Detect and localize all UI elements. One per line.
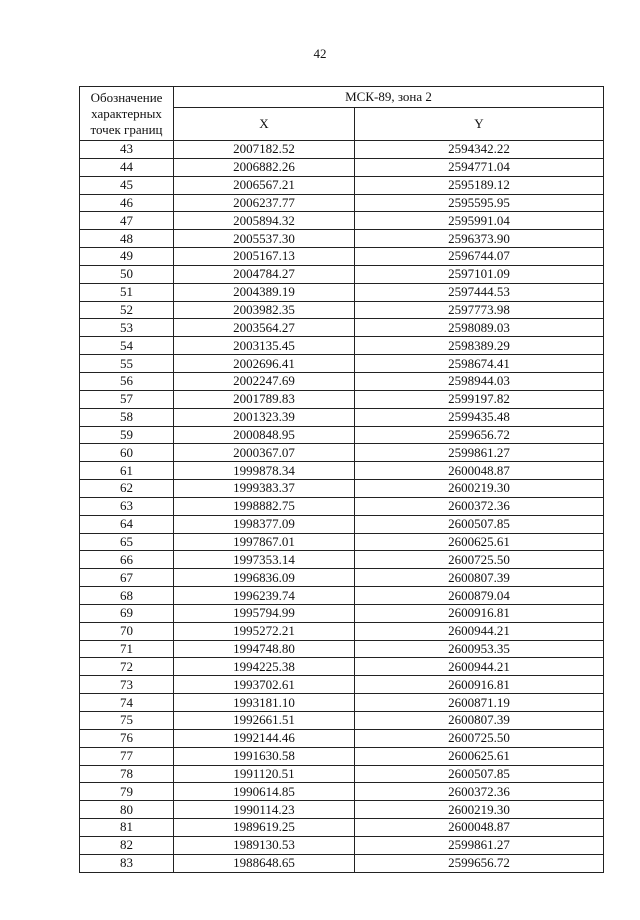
y-coordinate-cell: 2596744.07	[355, 248, 604, 266]
point-number-cell: 45	[80, 176, 174, 194]
header-row-top	[80, 87, 604, 108]
point-number-cell: 55	[80, 355, 174, 373]
point-number-cell: 74	[80, 694, 174, 712]
table-row	[80, 248, 604, 266]
table-row	[80, 587, 604, 605]
table-row	[80, 444, 604, 462]
x-coordinate-cell: 1994225.38	[174, 658, 355, 676]
table-row	[80, 622, 604, 640]
table-row	[80, 640, 604, 658]
y-coordinate-cell: 2600879.04	[355, 587, 604, 605]
x-coordinate-cell: 2005537.30	[174, 230, 355, 248]
header-coordinate-system: МСК-89, зона 2	[174, 87, 604, 108]
table-row	[80, 765, 604, 783]
table-row	[80, 604, 604, 622]
table-row	[80, 819, 604, 837]
x-coordinate-cell: 1989130.53	[174, 836, 355, 854]
y-coordinate-cell: 2600807.39	[355, 569, 604, 587]
point-number-cell: 43	[80, 141, 174, 159]
table-row	[80, 194, 604, 212]
y-coordinate-cell: 2600916.81	[355, 676, 604, 694]
x-coordinate-cell: 2006567.21	[174, 176, 355, 194]
y-coordinate-cell: 2598389.29	[355, 337, 604, 355]
table-row	[80, 854, 604, 872]
table-row	[80, 141, 604, 159]
x-coordinate-cell: 1992661.51	[174, 712, 355, 730]
y-coordinate-cell: 2595991.04	[355, 212, 604, 230]
point-number-cell: 69	[80, 604, 174, 622]
table-row	[80, 426, 604, 444]
page-number: 42	[313, 46, 327, 61]
y-coordinate-cell: 2599656.72	[355, 426, 604, 444]
x-coordinate-cell: 1989619.25	[174, 819, 355, 837]
point-number-cell: 61	[80, 462, 174, 480]
table-row	[80, 355, 604, 373]
table-row	[80, 283, 604, 301]
point-number-cell: 53	[80, 319, 174, 337]
x-coordinate-cell: 1992144.46	[174, 729, 355, 747]
x-coordinate-cell: 1996239.74	[174, 587, 355, 605]
point-number-cell: 72	[80, 658, 174, 676]
x-coordinate-cell: 2001789.83	[174, 390, 355, 408]
table-row	[80, 176, 604, 194]
y-coordinate-cell: 2599435.48	[355, 408, 604, 426]
point-number-cell: 52	[80, 301, 174, 319]
x-coordinate-cell: 2007182.52	[174, 141, 355, 159]
header-desc-line-2: характерных	[91, 105, 162, 121]
y-coordinate-cell: 2600625.61	[355, 747, 604, 765]
table-row	[80, 390, 604, 408]
point-number-cell: 80	[80, 801, 174, 819]
table-row	[80, 158, 604, 176]
x-coordinate-cell: 1998377.09	[174, 515, 355, 533]
point-number-cell: 46	[80, 194, 174, 212]
x-coordinate-cell: 2000848.95	[174, 426, 355, 444]
table-row	[80, 230, 604, 248]
y-coordinate-cell: 2597773.98	[355, 301, 604, 319]
x-coordinate-cell: 2003982.35	[174, 301, 355, 319]
table-row	[80, 836, 604, 854]
y-coordinate-cell: 2600048.87	[355, 462, 604, 480]
point-number-cell: 65	[80, 533, 174, 551]
table-row	[80, 265, 604, 283]
y-coordinate-cell: 2600953.35	[355, 640, 604, 658]
y-coordinate-cell: 2596373.90	[355, 230, 604, 248]
point-number-cell: 67	[80, 569, 174, 587]
x-coordinate-cell: 1999878.34	[174, 462, 355, 480]
point-number-cell: 62	[80, 480, 174, 498]
point-number-cell: 44	[80, 158, 174, 176]
header-y: Y	[355, 108, 604, 141]
x-coordinate-cell: 1994748.80	[174, 640, 355, 658]
header-desc-line-1: Обозначение	[90, 89, 163, 105]
x-coordinate-cell: 1997353.14	[174, 551, 355, 569]
point-number-cell: 77	[80, 747, 174, 765]
table-row	[80, 783, 604, 801]
y-coordinate-cell: 2600807.39	[355, 712, 604, 730]
table-row	[80, 694, 604, 712]
y-coordinate-cell: 2594771.04	[355, 158, 604, 176]
x-coordinate-cell: 1991630.58	[174, 747, 355, 765]
table-row	[80, 712, 604, 730]
x-coordinate-cell: 1998882.75	[174, 497, 355, 515]
x-coordinate-cell: 2005167.13	[174, 248, 355, 266]
x-coordinate-cell: 1995794.99	[174, 604, 355, 622]
point-number-cell: 78	[80, 765, 174, 783]
point-number-cell: 81	[80, 819, 174, 837]
x-coordinate-cell: 1995272.21	[174, 622, 355, 640]
point-number-cell: 49	[80, 248, 174, 266]
table-body	[80, 141, 604, 873]
y-coordinate-cell: 2600372.36	[355, 783, 604, 801]
table-row	[80, 408, 604, 426]
x-coordinate-cell: 1993702.61	[174, 676, 355, 694]
y-coordinate-cell: 2595189.12	[355, 176, 604, 194]
x-coordinate-cell: 2000367.07	[174, 444, 355, 462]
table-row	[80, 569, 604, 587]
point-number-cell: 75	[80, 712, 174, 730]
header-point-designation	[80, 87, 174, 141]
table-row	[80, 301, 604, 319]
table-row	[80, 801, 604, 819]
y-coordinate-cell: 2598089.03	[355, 319, 604, 337]
y-coordinate-cell: 2600219.30	[355, 480, 604, 498]
point-number-cell: 48	[80, 230, 174, 248]
x-coordinate-cell: 2003564.27	[174, 319, 355, 337]
table-row	[80, 729, 604, 747]
header-desc-line-3: точек границ	[90, 121, 163, 137]
y-coordinate-cell: 2599656.72	[355, 854, 604, 872]
y-coordinate-cell: 2594342.22	[355, 141, 604, 159]
y-coordinate-cell: 2600372.36	[355, 497, 604, 515]
x-coordinate-cell: 1997867.01	[174, 533, 355, 551]
x-coordinate-cell: 2002247.69	[174, 372, 355, 390]
table-header	[80, 87, 604, 141]
y-coordinate-cell: 2599861.27	[355, 836, 604, 854]
y-coordinate-cell: 2600507.85	[355, 765, 604, 783]
table-row	[80, 337, 604, 355]
point-number-cell: 63	[80, 497, 174, 515]
point-number-cell: 66	[80, 551, 174, 569]
table-row	[80, 658, 604, 676]
y-coordinate-cell: 2600871.19	[355, 694, 604, 712]
x-coordinate-cell: 1990114.23	[174, 801, 355, 819]
table-row	[80, 212, 604, 230]
y-coordinate-cell: 2597101.09	[355, 265, 604, 283]
y-coordinate-cell: 2600507.85	[355, 515, 604, 533]
x-coordinate-cell: 1996836.09	[174, 569, 355, 587]
y-coordinate-cell: 2600725.50	[355, 551, 604, 569]
x-coordinate-cell: 1988648.65	[174, 854, 355, 872]
y-coordinate-cell: 2598944.03	[355, 372, 604, 390]
point-number-cell: 76	[80, 729, 174, 747]
x-coordinate-cell: 1999383.37	[174, 480, 355, 498]
point-number-cell: 56	[80, 372, 174, 390]
point-number-cell: 82	[80, 836, 174, 854]
x-coordinate-cell: 1991120.51	[174, 765, 355, 783]
table-row	[80, 497, 604, 515]
header-x: X	[174, 108, 355, 141]
point-number-cell: 79	[80, 783, 174, 801]
point-number-cell: 73	[80, 676, 174, 694]
point-number-cell: 70	[80, 622, 174, 640]
y-coordinate-cell: 2600944.21	[355, 622, 604, 640]
point-number-cell: 50	[80, 265, 174, 283]
coordinates-table	[79, 86, 604, 873]
table-row	[80, 480, 604, 498]
point-number-cell: 54	[80, 337, 174, 355]
point-number-cell: 64	[80, 515, 174, 533]
table-row	[80, 747, 604, 765]
x-coordinate-cell: 1993181.10	[174, 694, 355, 712]
point-number-cell: 51	[80, 283, 174, 301]
x-coordinate-cell: 2004389.19	[174, 283, 355, 301]
table-row	[80, 533, 604, 551]
point-number-cell: 59	[80, 426, 174, 444]
y-coordinate-cell: 2600048.87	[355, 819, 604, 837]
y-coordinate-cell: 2600625.61	[355, 533, 604, 551]
y-coordinate-cell: 2597444.53	[355, 283, 604, 301]
y-coordinate-cell: 2600944.21	[355, 658, 604, 676]
table-row	[80, 462, 604, 480]
x-coordinate-cell: 2003135.45	[174, 337, 355, 355]
y-coordinate-cell: 2595595.95	[355, 194, 604, 212]
y-coordinate-cell: 2600219.30	[355, 801, 604, 819]
point-number-cell: 83	[80, 854, 174, 872]
y-coordinate-cell: 2600916.81	[355, 604, 604, 622]
point-number-cell: 60	[80, 444, 174, 462]
x-coordinate-cell: 2005894.32	[174, 212, 355, 230]
x-coordinate-cell: 2006237.77	[174, 194, 355, 212]
table-row	[80, 319, 604, 337]
table-row	[80, 676, 604, 694]
table-row	[80, 372, 604, 390]
point-number-cell: 68	[80, 587, 174, 605]
x-coordinate-cell: 2004784.27	[174, 265, 355, 283]
x-coordinate-cell: 2006882.26	[174, 158, 355, 176]
x-coordinate-cell: 1990614.85	[174, 783, 355, 801]
table-row	[80, 551, 604, 569]
point-number-cell: 71	[80, 640, 174, 658]
y-coordinate-cell: 2599197.82	[355, 390, 604, 408]
table-row	[80, 515, 604, 533]
y-coordinate-cell: 2600725.50	[355, 729, 604, 747]
y-coordinate-cell: 2599861.27	[355, 444, 604, 462]
y-coordinate-cell: 2598674.41	[355, 355, 604, 373]
point-number-cell: 58	[80, 408, 174, 426]
point-number-cell: 57	[80, 390, 174, 408]
point-number-cell: 47	[80, 212, 174, 230]
x-coordinate-cell: 2001323.39	[174, 408, 355, 426]
x-coordinate-cell: 2002696.41	[174, 355, 355, 373]
